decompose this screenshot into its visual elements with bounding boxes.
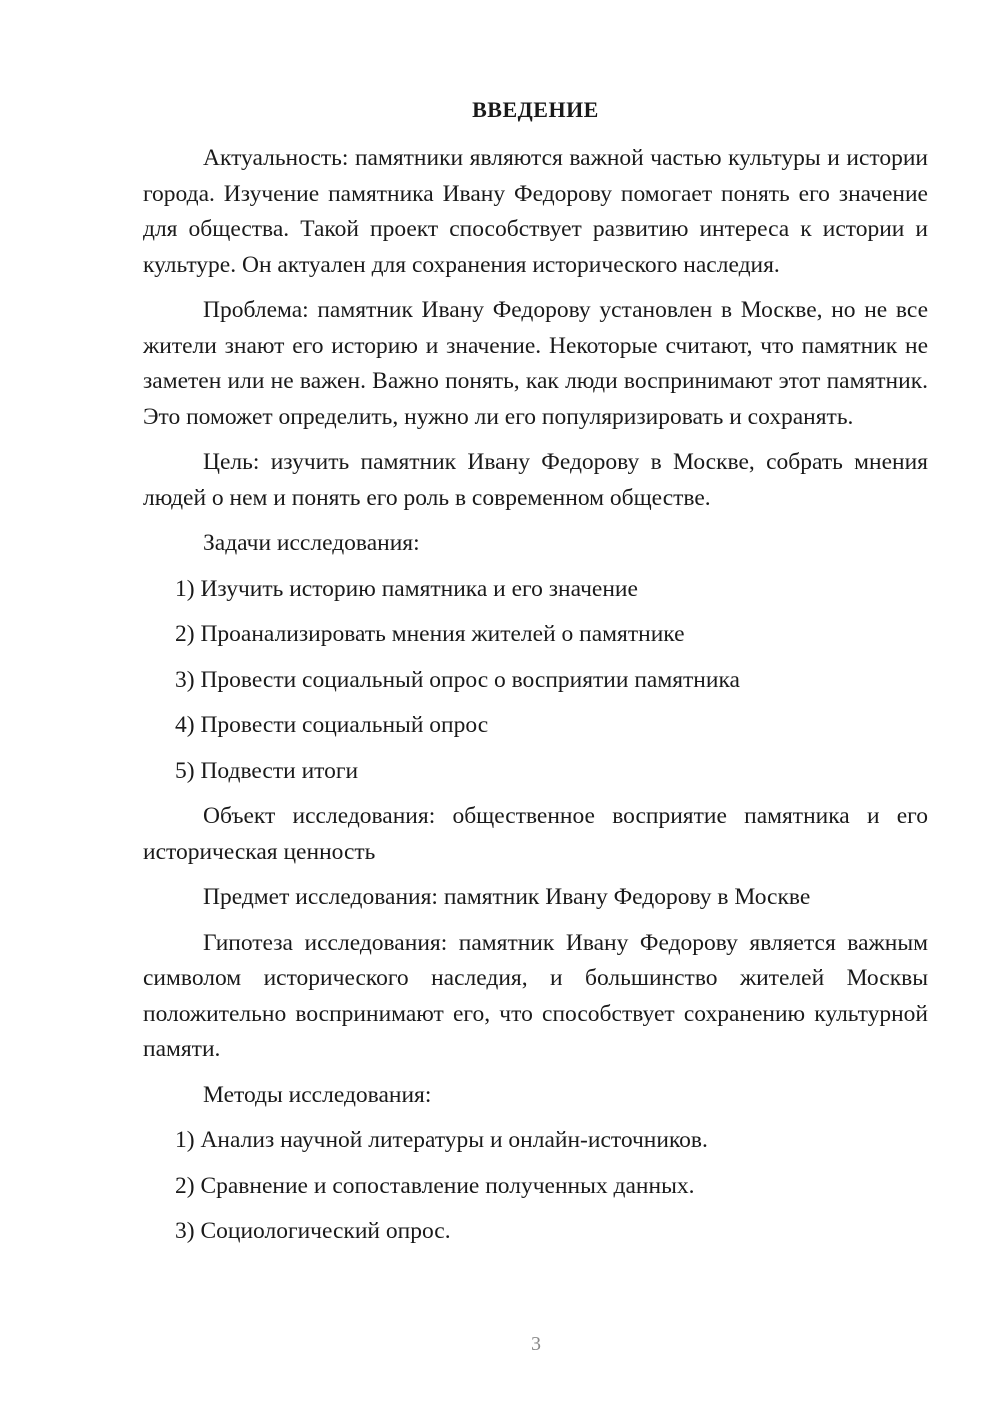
- task-item: 1) Изучить историю памятника и его значение: [175, 575, 638, 602]
- task-item: 4) Провести социальный опрос: [175, 712, 489, 738]
- task-item: 2) Проанализировать мнения жителей о памятнике: [175, 621, 685, 647]
- tasks-heading: Задачи исследования:: [203, 530, 420, 556]
- problem-paragraph: Проблема: памятник Ивану Федорову установлен в Москве, но не все жители знают его историю и значение. Некоторые считают, что памятник не заметен или не важен. Важно понять, как люди воспринимают этот памятник. Это поможет определить, нужно ли его популяризировать и сохранять.: [143, 297, 928, 430]
- goal-paragraph: Цель: изучить памятник Ивану Федорову в Москве, собрать мнения людей о нем и понять его роль в современном обществе.: [143, 449, 928, 511]
- section-title: ВВЕДЕНИЕ: [472, 97, 599, 122]
- method-item: 3) Социологический опрос.: [175, 1218, 451, 1244]
- method-item: 2) Сравнение и сопоставление полученных данных.: [175, 1172, 695, 1199]
- hypothesis-paragraph: Гипотеза исследования: памятник Ивану Федорову является важным символом исторического наследия, и большинство жителей Москвы положительно воспринимают его, что способствует сохранению культурной памяти.: [143, 929, 928, 1062]
- subject-paragraph: Предмет исследования: памятник Ивану Федорову в Москве: [203, 884, 811, 910]
- object-paragraph: Объект исследования: общественное восприятие памятника и его историческая ценность: [143, 803, 928, 865]
- method-item: 1) Анализ научной литературы и онлайн-источников.: [175, 1127, 708, 1153]
- task-item: 3) Провести социальный опрос о восприятии памятника: [175, 666, 740, 693]
- page-content: [143, 95, 928, 1260]
- relevance-paragraph: Актуальность: памятники являются важной частью культуры и истории города. Изучение памятника Ивану Федорову помогает понять его значение для общества. Такой проект способствует развитию интереса к истории и культуре. Он актуален для сохранения исторического наследия.: [143, 145, 928, 278]
- task-item: 5) Подвести итоги: [175, 757, 359, 784]
- page-number: 3: [531, 1333, 541, 1355]
- methods-heading: Методы исследования:: [203, 1081, 432, 1108]
